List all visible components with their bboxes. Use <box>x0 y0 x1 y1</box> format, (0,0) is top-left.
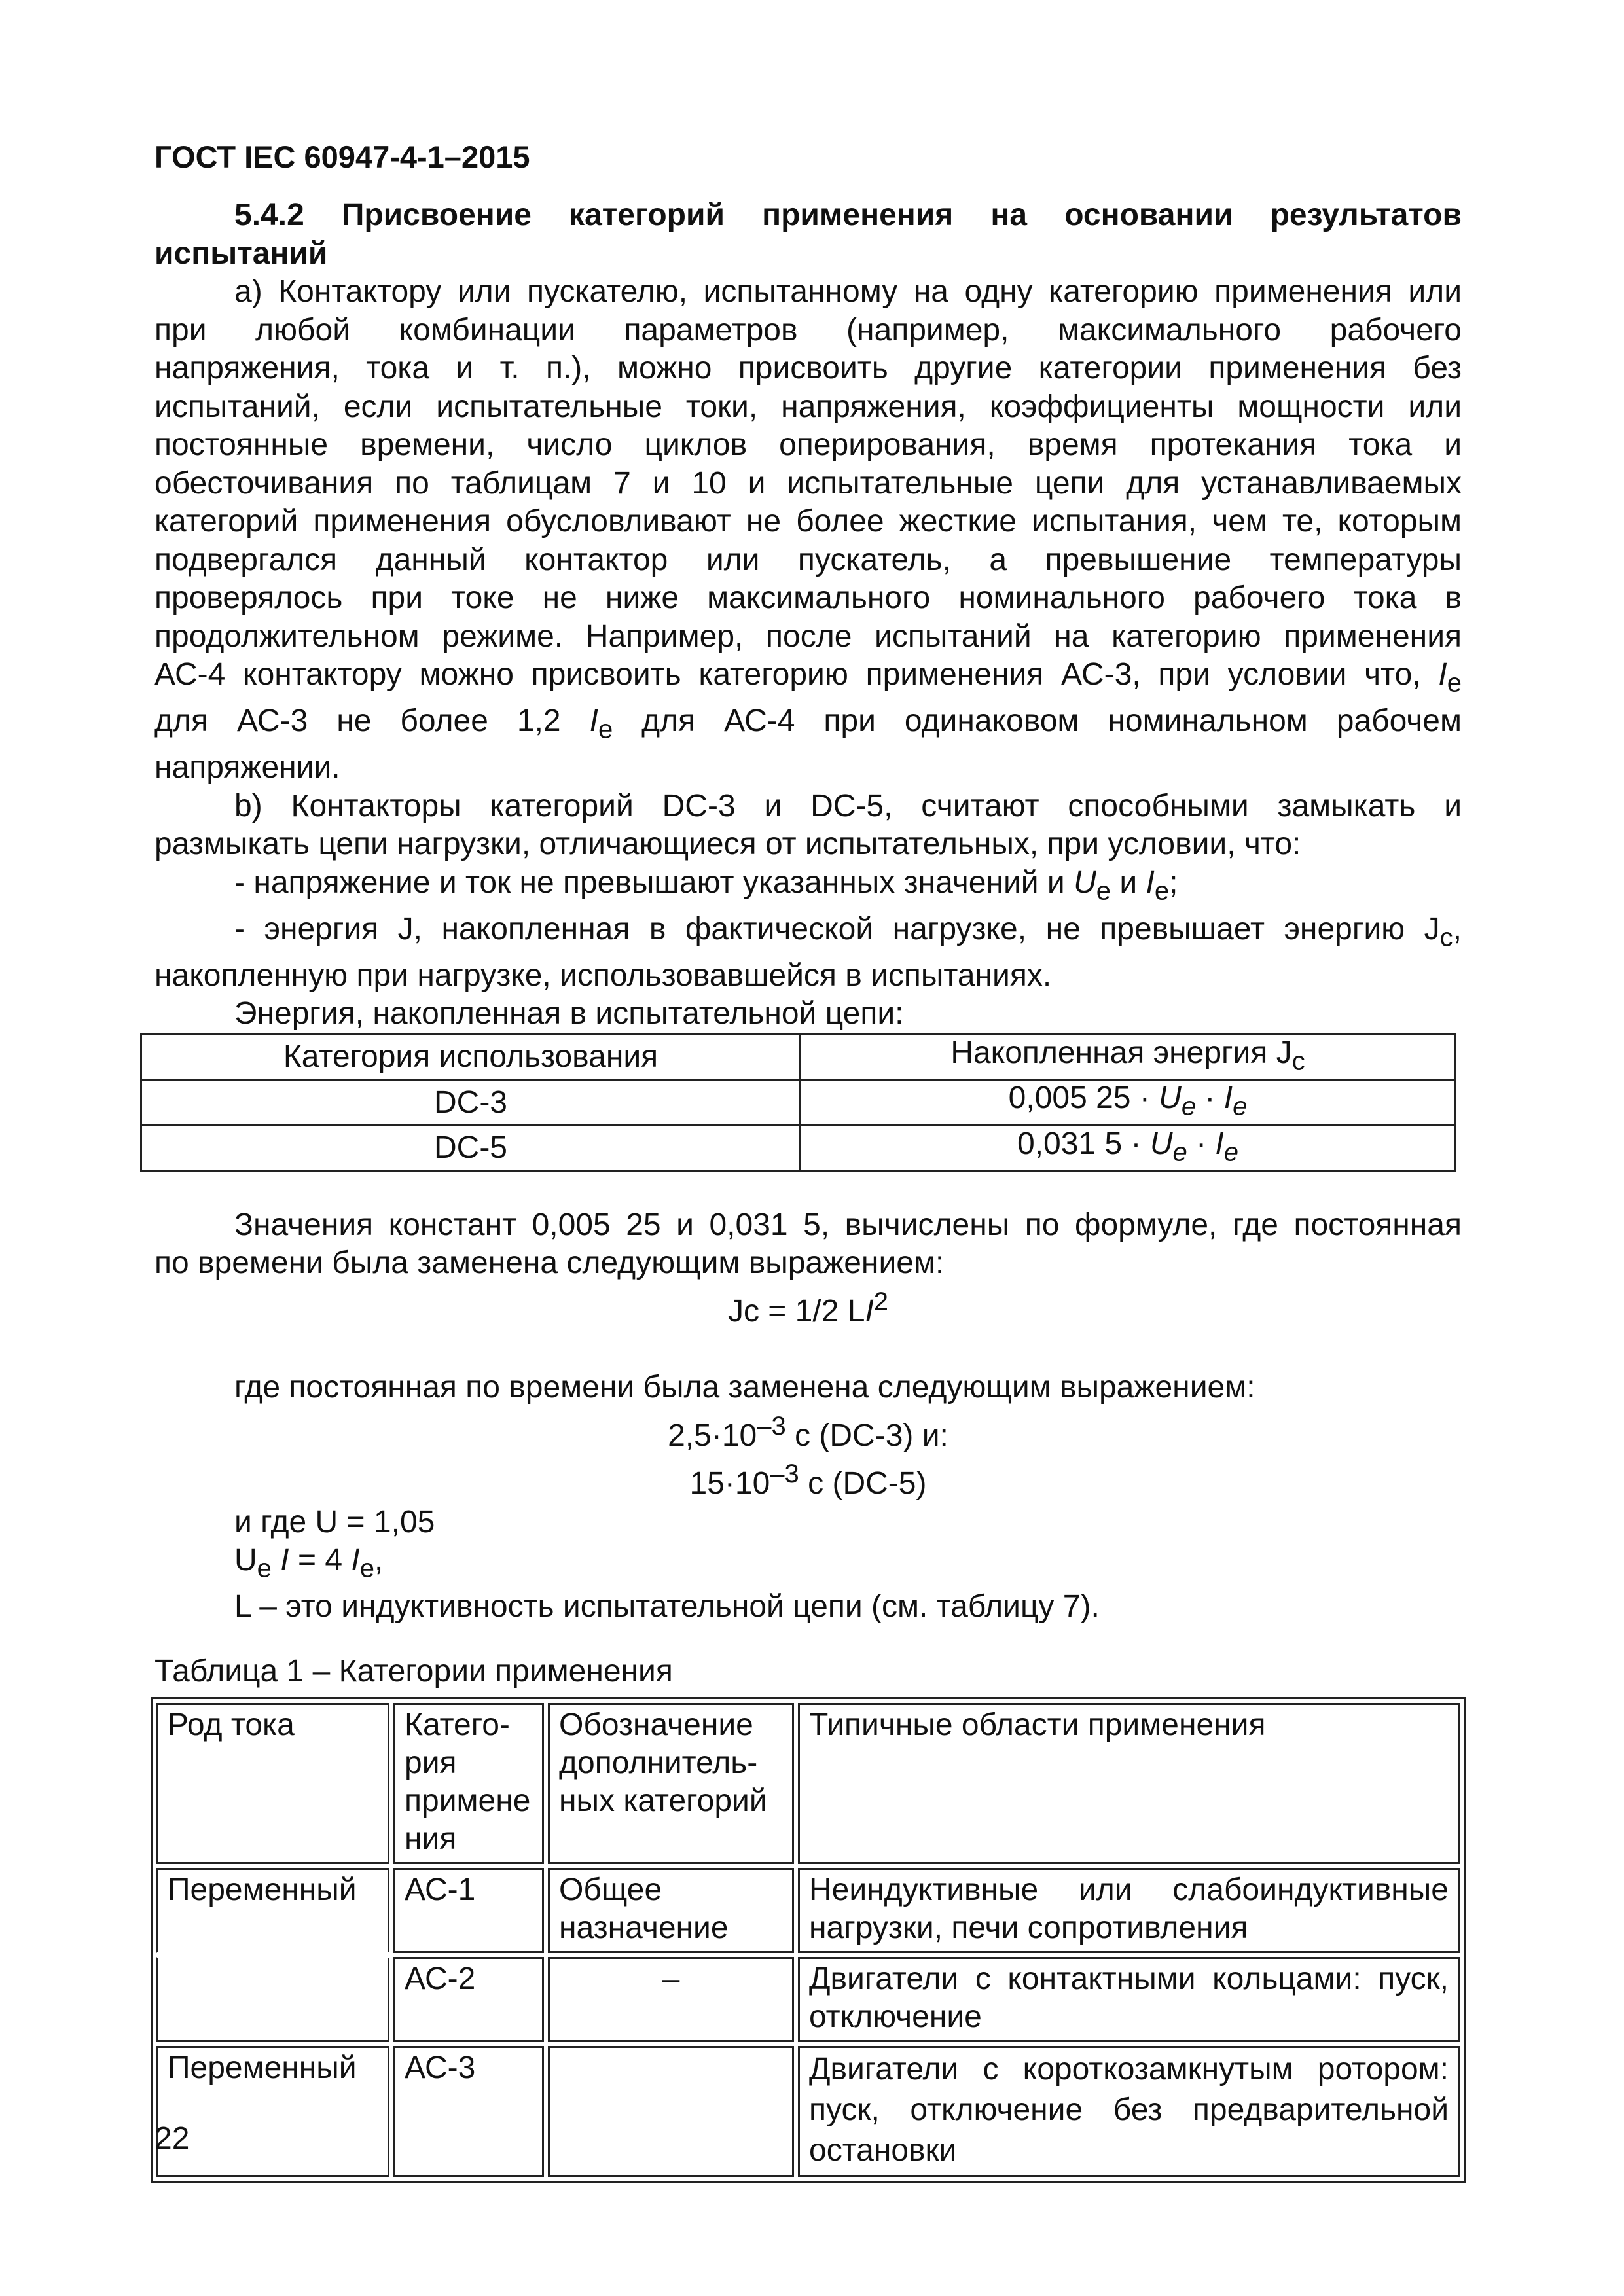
table-cell: DC-5 <box>141 1126 801 1172</box>
table-cell: – <box>548 1957 794 2042</box>
text-line: для АС-3 не более 1,2 $I_e$ для АС-4 при одинаковом номинальном рабочем <box>154 704 1462 744</box>
text-line: обесточивания по таблицам 7 и 10 и испытательные цепи для устанавливаемых <box>154 465 1462 501</box>
text-line: b) Контакторы категорий DC-3 и DC-5, считают способными замыкать и <box>234 788 1462 823</box>
table-cell: Двигатели с контактными кольцами: пуск, отключение <box>798 1957 1460 2042</box>
table-row <box>141 1080 1456 1126</box>
table-cell <box>156 1957 389 2042</box>
text-line: где постоянная по времени была заменена следующим выражением: <box>234 1370 1255 1405</box>
text-line: - напряжение и ток не превышают указанных значений и $U_e$ и $I_e$; <box>234 865 1178 906</box>
table-header-row <box>156 1703 1460 1864</box>
text-line: а) Контактору или пускателю, испытанному на одну категорию применения или <box>234 274 1462 309</box>
page-content <box>154 196 1462 2183</box>
table-cell: 0,031 $5 \cdot U_e \cdot I_e$ <box>801 1126 1456 1172</box>
spacer <box>154 1626 1462 1653</box>
text-line: продолжительном режиме. Например, после испытаний на категорию применения <box>154 619 1462 654</box>
column-header: Категория использования <box>141 1034 801 1080</box>
spacer <box>154 1331 1462 1369</box>
table-cell: Неиндуктивные или слабоиндуктивные нагрузки, печи сопротивления <box>798 1868 1460 1953</box>
text-line: проверялось при токе не ниже максимального номинального рабочего тока в <box>154 581 1462 615</box>
column-header: Катего- рия примене ния <box>393 1703 544 1864</box>
column-header: Типичные области применения <box>798 1703 1460 1864</box>
text-line: Значения констант 0,005 25 и 0,031 5, вычислены по формуле, где постоянная <box>234 1207 1462 1242</box>
column-header: Обозначение дополнитель- ных категорий <box>548 1703 794 1864</box>
text-line: - энергия J, накопленная в фактической нагрузке, не превышает энергию $J_c$, <box>234 911 1462 952</box>
column-header: Накопленная энергия $J_c$ <box>801 1034 1456 1080</box>
text-line: L – это индуктивность испытательной цепи (см. таблицу 7). <box>234 1589 1100 1624</box>
table-row <box>156 1957 1460 2042</box>
table-caption: Таблица 1 – Категории применения <box>154 1653 673 1689</box>
section-heading: 5.4.2 Присвоение категорий применения на основании результатов <box>234 198 1462 232</box>
text-line: напряжении. <box>154 750 340 785</box>
text-line: размыкать цепи нагрузки, отличающиеся от испытательных, при условии, что: <box>154 827 1301 862</box>
text-line: постоянные времени, число циклов оперирования, время протекания тока и <box>154 427 1462 462</box>
paragraph-a <box>154 273 1462 787</box>
table-cell: АС-2 <box>393 1957 544 2042</box>
text-line: напряжения, тока и т. п.), можно присвоить другие категории применения без <box>154 351 1462 386</box>
formula-expression: $15\cdot 10^{-3}$ с (DC-5) <box>689 1460 927 1501</box>
table-cell: 0,005 $25 \cdot U_e \cdot I_e$ <box>801 1080 1456 1126</box>
table-row <box>156 1868 1460 1953</box>
table-row <box>141 1126 1456 1172</box>
document-header: ГОСТ IEC 60947-4-1–2015 <box>154 139 530 174</box>
paragraph-b <box>154 787 1462 1033</box>
table-cell: Переменный <box>156 1868 389 1953</box>
page-number: 22 <box>154 2121 190 2156</box>
table-cell: АС-3 <box>393 2046 544 2177</box>
categories-table <box>151 1697 1466 2183</box>
column-header: Род тока <box>156 1703 389 1864</box>
formula-jc: Jc = 1/2 $LI^2$ <box>727 1287 889 1329</box>
text-line: АС-4 контактору можно присвоить категорию применения АС-3, при условии что, $I_e$ <box>154 657 1462 698</box>
table-cell: Общее назначение <box>548 1868 794 1953</box>
text-line: испытаний, если испытательные токи, напряжения, коэффициенты мощности или <box>154 389 1462 424</box>
table-cell: DC-3 <box>141 1080 801 1126</box>
text-line: Энергия, накопленная в испытательной цепи: <box>234 996 904 1031</box>
energy-table <box>140 1033 1456 1172</box>
table-cell: АС-1 <box>393 1868 544 1953</box>
text-line: при любой комбинации параметров (например, максимального рабочего <box>154 312 1462 348</box>
formula-expression: $2,5\cdot 10^{-3}$ с (DC-3) и: <box>668 1411 948 1453</box>
text-line: подвергался данный контактор или пускатель, а превышение температуры <box>154 542 1462 577</box>
table-cell: Двигатели с короткозамкнутым ротором: пуск, отключение без предварительной остановки <box>798 2046 1460 2177</box>
table-cell: Переменный <box>156 2046 389 2177</box>
section-heading-cont: испытаний <box>154 236 328 271</box>
table-row <box>156 2046 1460 2177</box>
text-line: $U_e$ I = 4 $I_e$, <box>234 1543 384 1583</box>
text-line: накопленную при нагрузке, использовавшейся в испытаниях. <box>154 958 1052 993</box>
spacer <box>154 1172 1462 1206</box>
text-line: категорий применения обусловливают не более жесткие испытания, чем те, которым <box>154 504 1462 539</box>
table-cell <box>548 2046 794 2177</box>
text-line: по времени была заменена следующим выражением: <box>154 1246 945 1281</box>
table-header-row <box>141 1034 1456 1080</box>
text-line: и где U = 1,05 <box>234 1504 435 1539</box>
